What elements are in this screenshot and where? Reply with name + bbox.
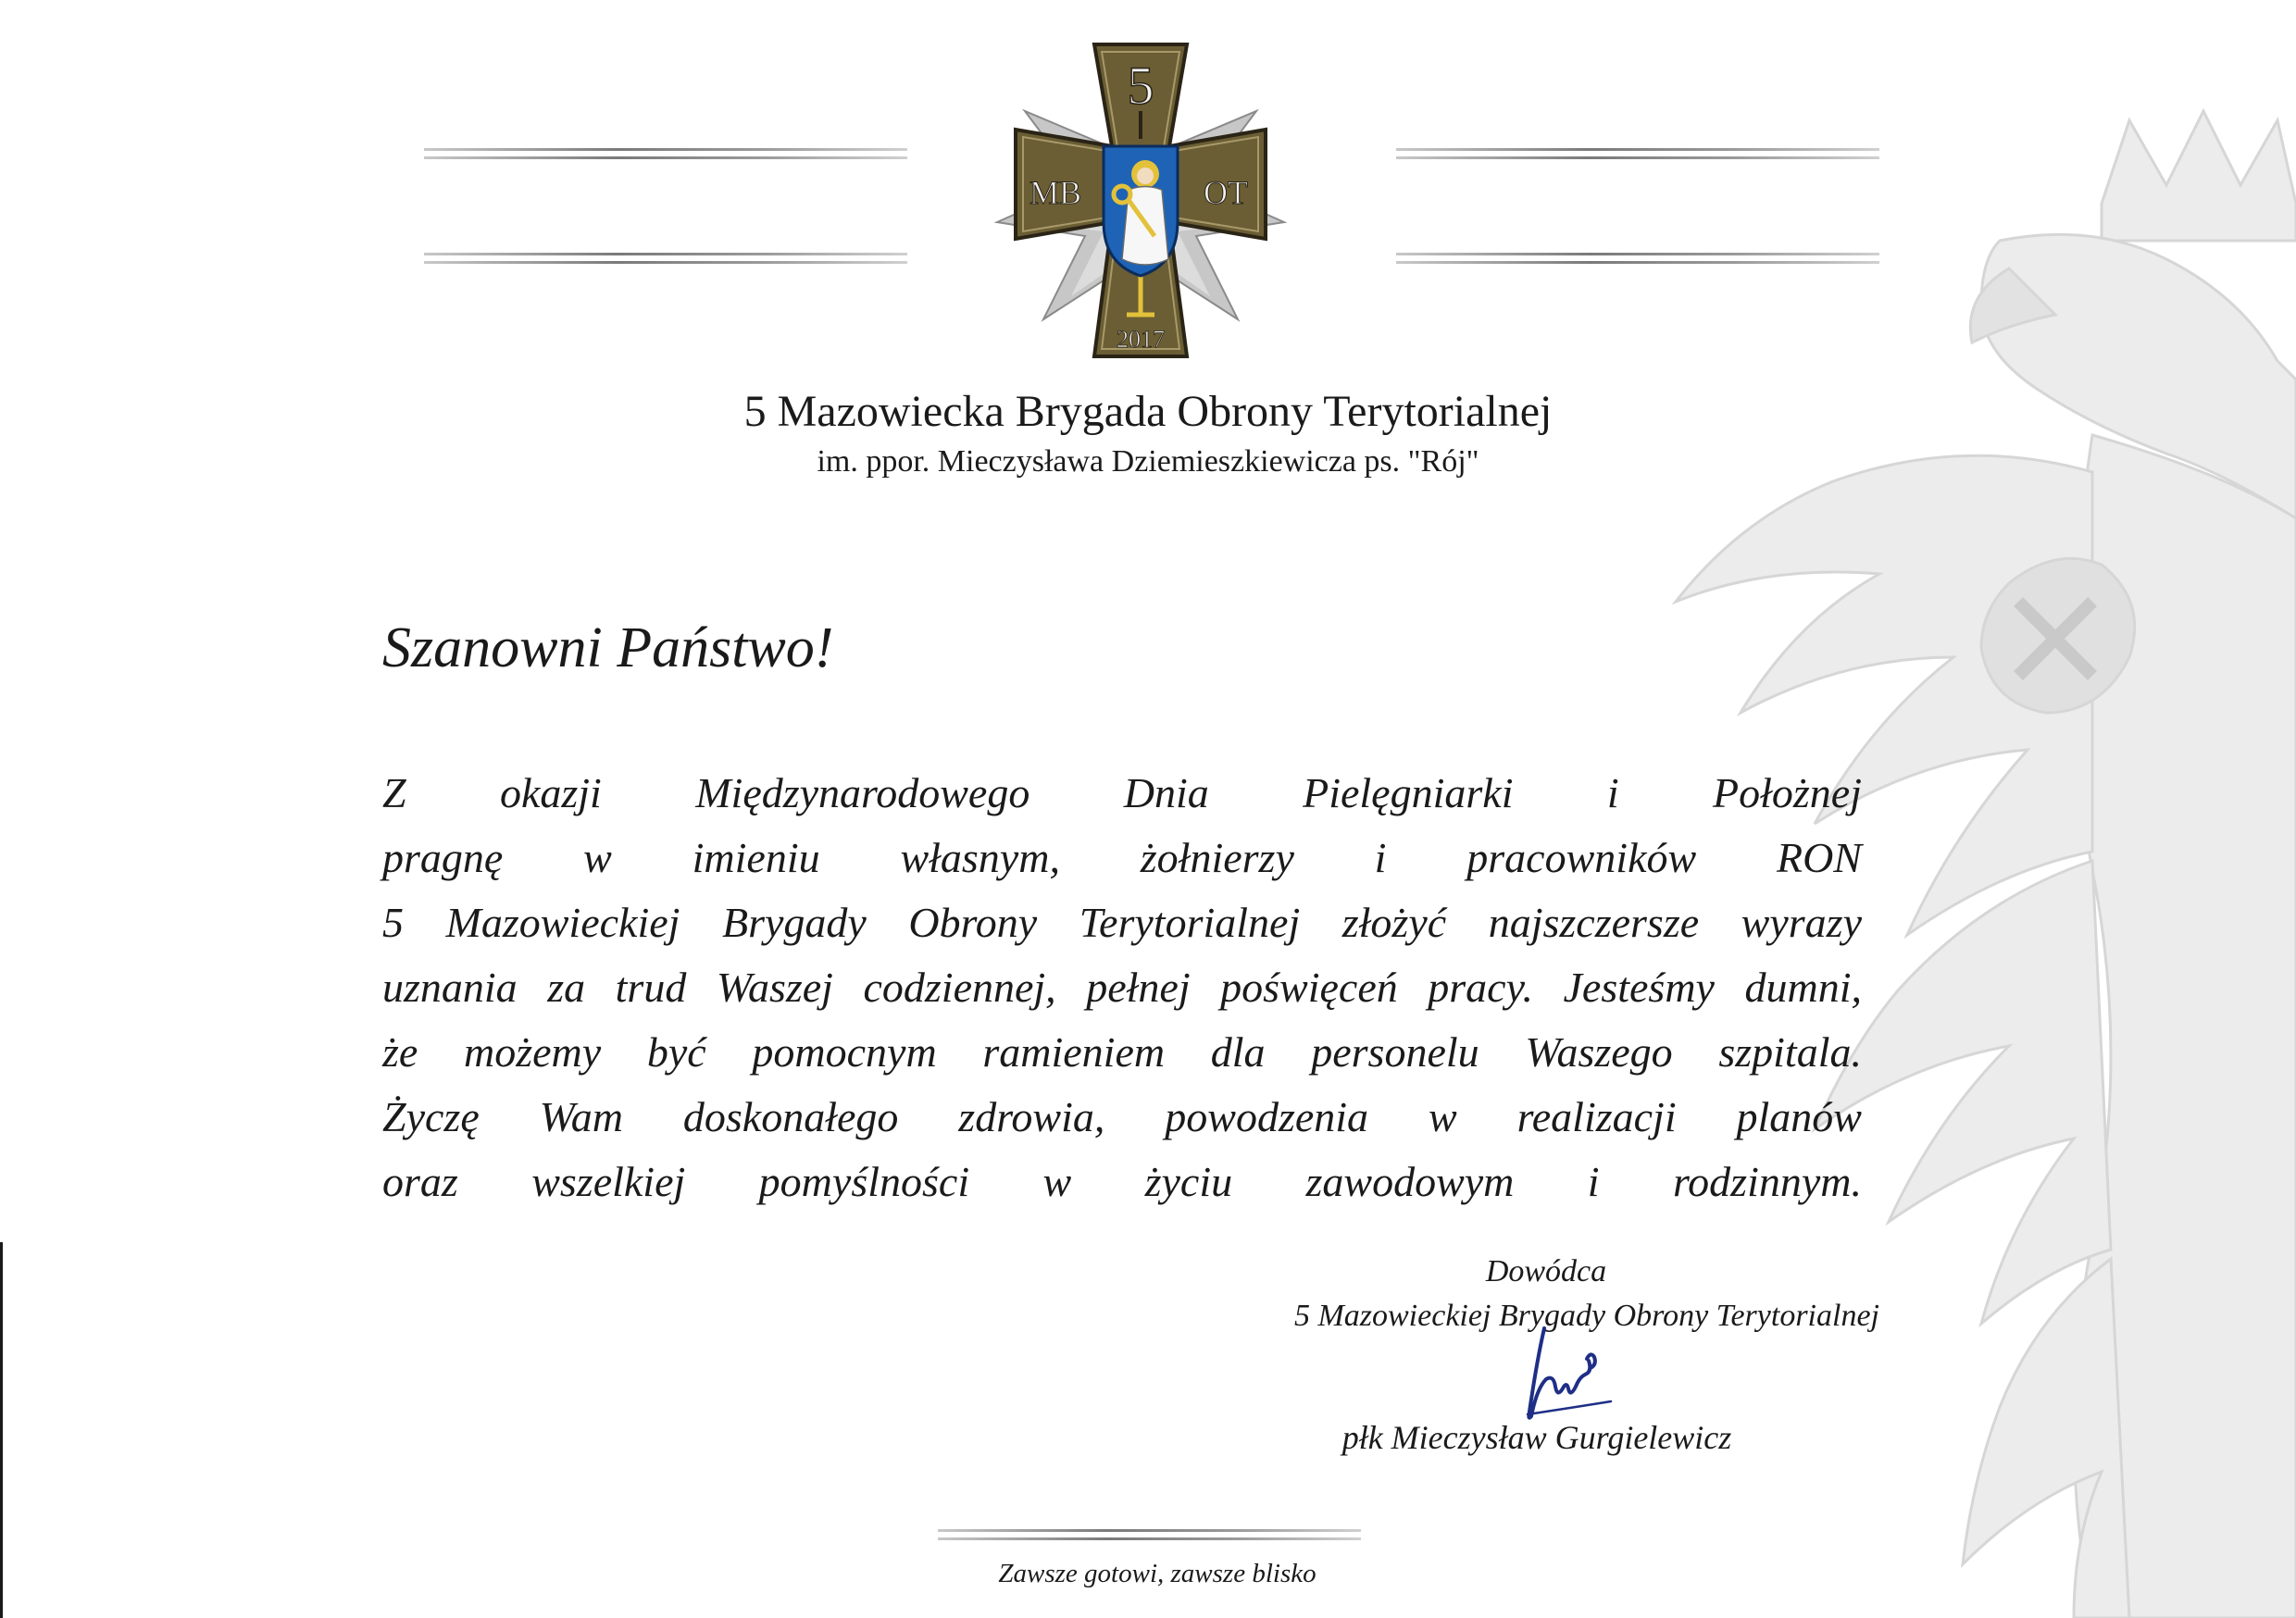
unit-name: 5 Mazowiecka Brygada Obrony Terytorialnej [743, 387, 1553, 436]
unit-patron: im. ppor. Mieczysława Dziemieszkiewicza ps. "Rój" [817, 444, 1479, 479]
emblem-right-letters: OT [1204, 174, 1248, 211]
signatory-title: Dowódca [1485, 1254, 1607, 1288]
letter-line: 5 Mazowieckiej Brygady Obrony Terytorialnej złożyć najszczersze wyrazy [382, 899, 1862, 946]
header-rule-right-top [1396, 148, 1879, 160]
header-rule-left-bottom [424, 253, 907, 265]
signatory-unit: 5 Mazowieckiej Brygady Obrony Terytorialnej [1293, 1299, 1879, 1333]
handwritten-signature [1509, 1324, 1620, 1425]
emblem-year: 2017 [1117, 326, 1165, 353]
emblem-number: 5 [1127, 56, 1154, 116]
letter-line: że możemy być pomocnym ramieniem dla personelu Waszego szpitala. [382, 1028, 1862, 1076]
page-edge-mark [0, 1242, 3, 1618]
letter-salutation: Szanowni Państwo! [382, 616, 834, 679]
letter-line: uznania za trud Waszej codziennej, pełnej poświęceń pracy. Jesteśmy dumni, [382, 964, 1862, 1011]
letter-line: Życzę Wam doskonałego zdrowia, powodzenia w realizacji planów [382, 1093, 1862, 1140]
footer-rule [938, 1529, 1361, 1541]
header-rule-left-top [424, 148, 907, 160]
cross-emblem-icon [988, 37, 1293, 366]
letter-line: Z okazji Międzynarodowego Dnia Pielęgniarki i Położnej [382, 769, 1862, 816]
emblem-left-letters: MB [1029, 174, 1082, 211]
signatory-name: płk Mieczysław Gurgielewicz [1341, 1419, 1732, 1456]
letter-body [382, 761, 1862, 1214]
header-rule-right-bottom [1396, 253, 1879, 265]
letter-line: oraz wszelkiej pomyślności w życiu zawodowym i rodzinnym. [382, 1158, 1862, 1205]
motto: Zawsze gotowi, zawsze blisko [998, 1559, 1316, 1588]
letter-line: pragnę w imieniu własnym, żołnierzy i pracowników RON [382, 834, 1862, 881]
